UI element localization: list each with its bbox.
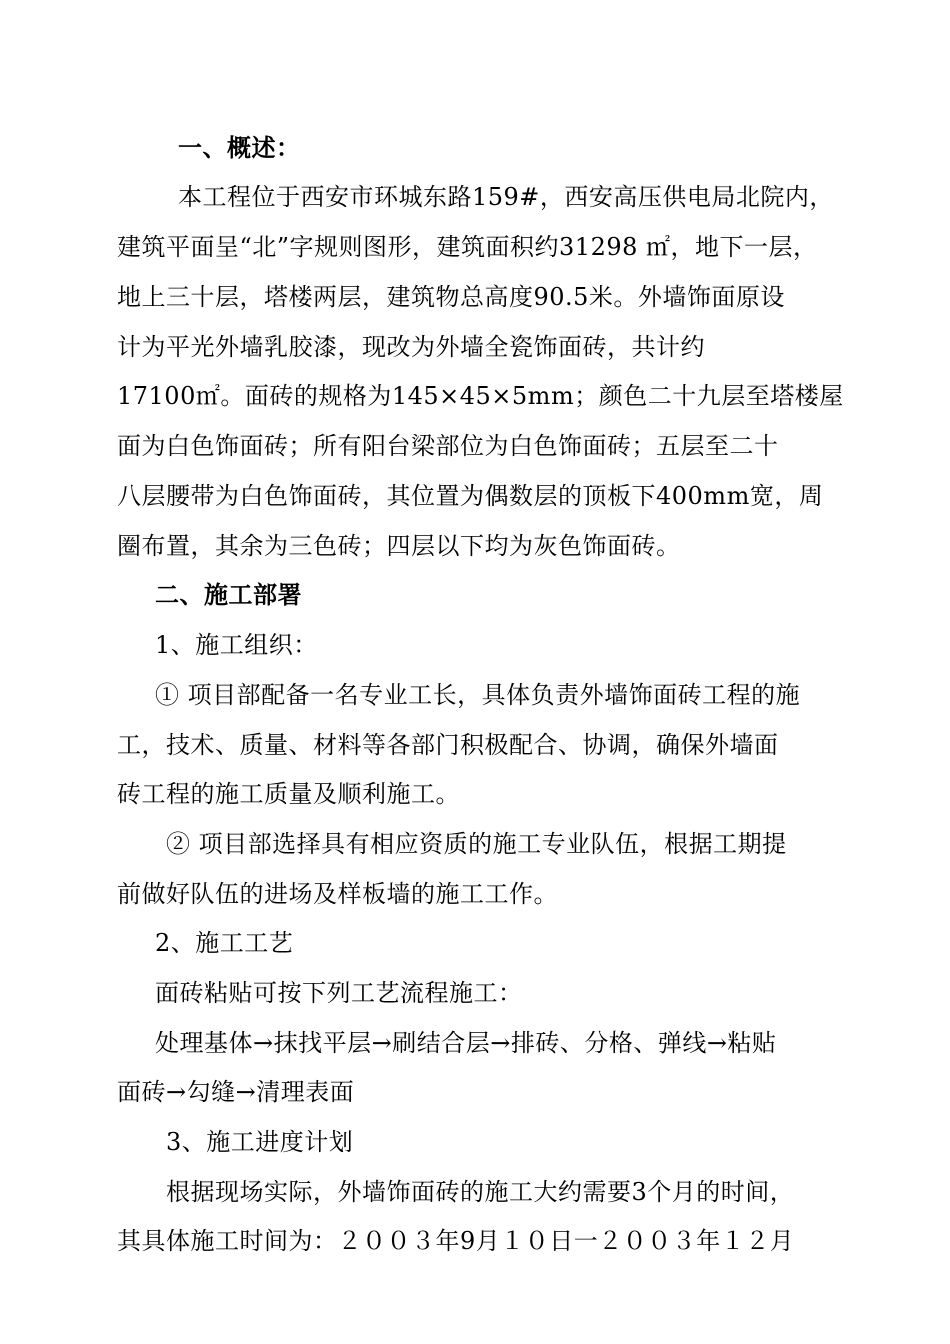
paragraph-line: 地上三十层，塔楼两层，建筑物总高度90.5米。外墙饰面原设: [117, 283, 785, 311]
subsection-title: 1、施工组织：: [155, 631, 318, 659]
paragraph-line: 本工程位于西安市环城东路159#，西安高压供电局北院内，: [178, 183, 834, 211]
section-heading-deployment: 二、施工部署: [155, 580, 302, 609]
paragraph-line: 处理基体→抹找平层→刷结合层→排砖、分格、弹线→粘贴: [155, 1029, 777, 1057]
section-heading-overview: 一、概述：: [178, 133, 301, 162]
paragraph-line: 面砖粘贴可按下列工艺流程施工：: [155, 979, 523, 1007]
paragraph-line: 计为平光外墙乳胶漆，现改为外墙全瓷饰面砖，共计约: [117, 333, 705, 361]
paragraph-line: 砖工程的施工质量及顺利施工。: [117, 780, 460, 808]
paragraph-line: 前做好队伍的进场及样板墙的施工工作。: [117, 880, 558, 908]
paragraph-line: 面为白色饰面砖；所有阳台梁部位为白色饰面砖；五层至二十: [117, 432, 779, 460]
paragraph-line: 圈布置，其余为三色砖；四层以下均为灰色饰面砖。: [117, 532, 681, 560]
subsection-title: 3、施工进度计划: [166, 1128, 354, 1156]
paragraph-line: 建筑平面呈“北”字规则图形，建筑面积约31298 ㎡，地下一层，: [117, 233, 818, 261]
paragraph-line: 八层腰带为白色饰面砖，其位置为偶数层的顶板下400mm宽，周: [117, 482, 824, 510]
paragraph-line: 工，技术、质量、材料等各部门积极配合、协调，确保外墙面: [117, 731, 779, 759]
paragraph-line: 根据现场实际，外墙饰面砖的施工大约需要3个月的时间，: [166, 1178, 795, 1206]
paragraph-line: 17100㎡。面砖的规格为145×45×5mm；颜色二十九层至塔楼屋: [117, 382, 844, 410]
subsection-title: 2、施工工艺: [155, 929, 294, 957]
paragraph-line: 面砖→勾缝→清理表面: [117, 1078, 355, 1106]
paragraph-line: ① 项目部配备一名专业工长，具体负责外墙饰面砖工程的施: [155, 681, 801, 709]
paragraph-line: 其具体施工时间为：２００３年9月１０日一２００３年１２月: [117, 1227, 795, 1255]
paragraph-line: ② 项目部选择具有相应资质的施工专业队伍，根据工期提: [166, 830, 787, 858]
